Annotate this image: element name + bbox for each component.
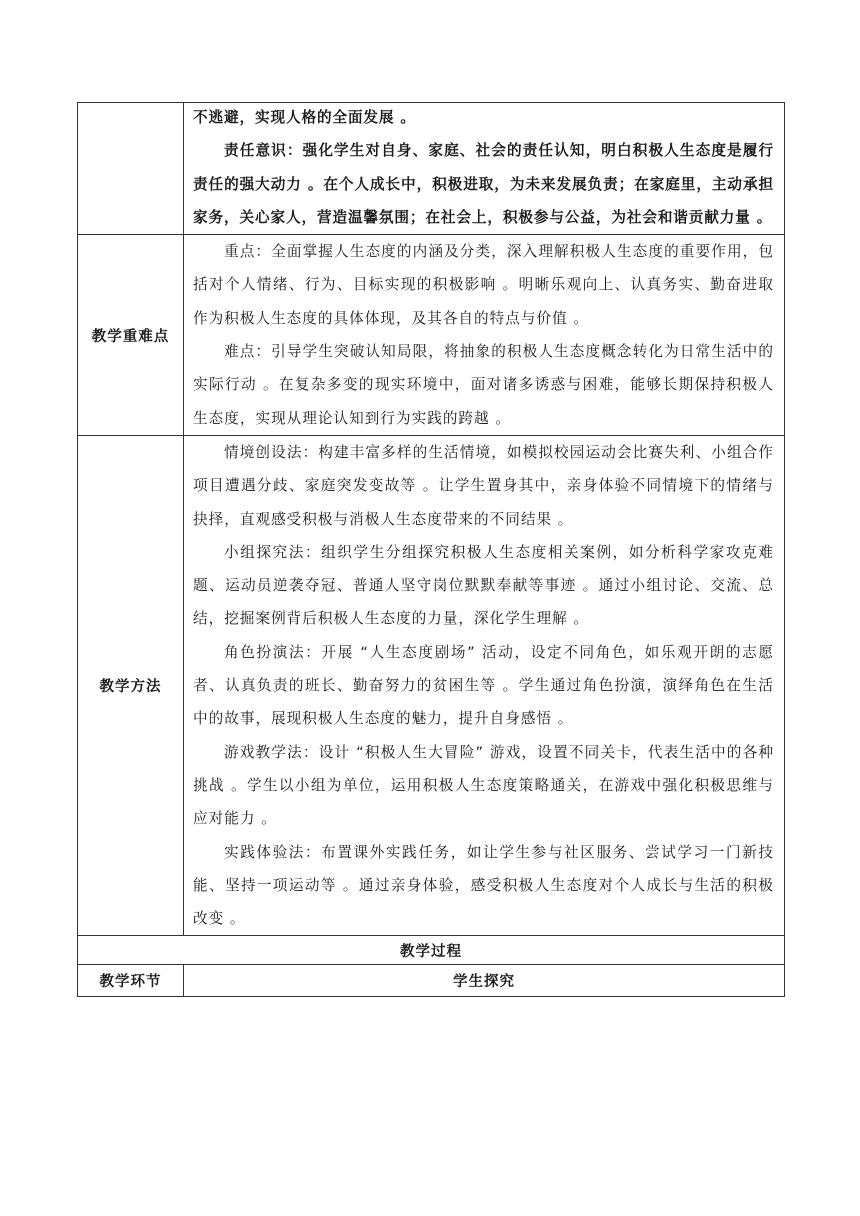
- method-item: 情境创设法：构建丰富多样的生活情境，如模拟校园运动会比赛失利、小组合作项目遭遇分歧、家庭突发变故等 。让学生置身其中，亲身体验不同情境下的情绪与抉择，直观感受积极与消极人生态度带来的不同结果 。: [193, 443, 774, 528]
- empty-label-cell: [78, 103, 184, 235]
- objectives-continued-text: 不逃避，实现人格的全面发展 。: [193, 109, 416, 126]
- method-item: 实践体验法：布置课外实践任务，如让学生参与社区服务、尝试学习一门新技能、坚持一项运动等 。通过亲身体验，感受积极人生态度对个人成长与生活的积极改变 。: [193, 843, 774, 928]
- key-points-row: [78, 235, 785, 436]
- methods-row: [78, 435, 785, 935]
- key-points-cell: [184, 235, 785, 436]
- responsibility-awareness-text: 责任意识：强化学生对自身、家庭、社会的责任认知，明白积极人生态度是履行责任的强大动力 。在个人成长中，积极进取，为未来发展负责；在家庭里，主动承担家务，关心家人，营造温馨氛围；在社会上，积极参与公益，为社会和谐贡献力量 。: [193, 142, 774, 226]
- key-difficulty-text: 难点：引导学生突破认知局限，将抽象的积极人生态度概念转化为日常生活中的实际行动 。在复杂多变的现实环境中，面对诸多诱惑与困难，能够长期保持积极人生态度，实现从理论认知到行为实践的跨越 。: [193, 343, 774, 427]
- process-header-row: [78, 965, 785, 997]
- student-inquiry-header: 学生探究: [184, 965, 785, 997]
- objectives-continued-cell: [184, 103, 785, 235]
- key-points-label: 教学重难点: [78, 235, 184, 436]
- methods-cell: [184, 435, 785, 935]
- teaching-stage-header: 教学环节: [78, 965, 184, 997]
- process-title-row: [78, 936, 785, 965]
- method-item: 角色扮演法：开展 “人生态度剧场” 活动，设定不同角色，如乐观开朗的志愿者、认真负责的班长、勤奋努力的贫困生等 。学生通过角色扮演，演绎角色在生活中的故事，展现积极人生态度的魅力，提升自身感悟 。: [193, 643, 774, 728]
- methods-label: 教学方法: [78, 435, 184, 935]
- method-item: 小组探究法：组织学生分组探究积极人生态度相关案例，如分析科学家攻克难题、运动员逆袭夺冠、普通人坚守岗位默默奉献等事迹 。通过小组讨论、交流、总结，挖掘案例背后积极人生态度的力量，深化学生理解 。: [193, 543, 774, 628]
- process-title: 教学过程: [78, 936, 785, 965]
- objectives-continued-row: [78, 103, 785, 235]
- key-focus-text: 重点：全面掌握人生态度的内涵及分类，深入理解积极人生态度的重要作用，包括对个人情绪、行为、目标实现的积极影响 。明晰乐观向上、认真务实、勤奋进取作为积极人生态度的具体体现，及其各自的特点与价值 。: [193, 243, 774, 327]
- lesson-plan-table: [77, 102, 785, 997]
- method-item: 游戏教学法：设计 “积极人生大冒险” 游戏，设置不同关卡，代表生活中的各种挑战 。学生以小组为单位，运用积极人生态度策略通关，在游戏中强化积极思维与应对能力 。: [193, 743, 774, 828]
